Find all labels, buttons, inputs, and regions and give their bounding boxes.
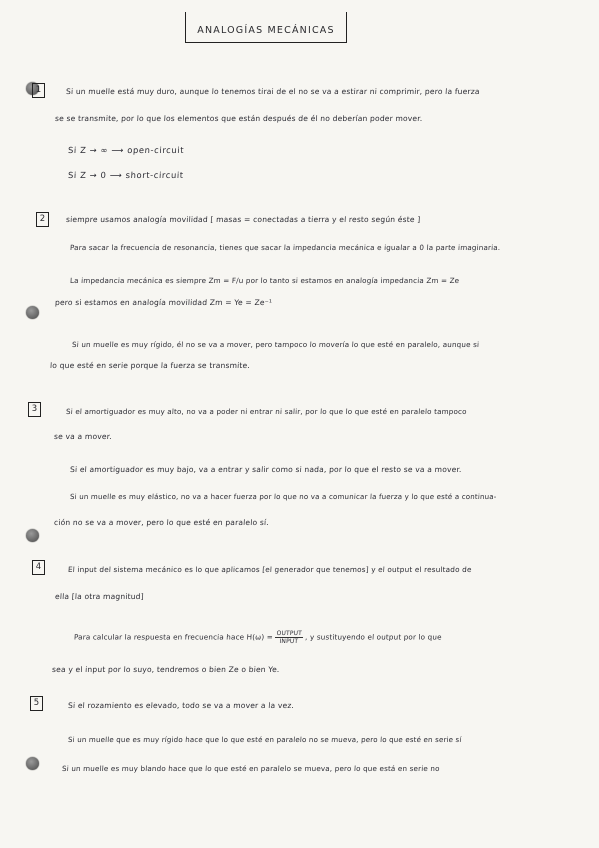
section-4-line-3 bbox=[74, 630, 442, 645]
section-2-line-1: siempre usamos analogía movilidad [ masas = conectadas a tierra y el resto según éste ] bbox=[65, 215, 421, 224]
output-input-fraction bbox=[275, 630, 303, 645]
section-3-line-2: se va a mover. bbox=[53, 432, 113, 441]
binder-hole-icon bbox=[26, 757, 39, 770]
binder-hole-icon bbox=[26, 306, 39, 319]
transfer-function-continuation: , y sustituyendo el output por lo que bbox=[304, 632, 442, 642]
section-number-5: 5 bbox=[30, 696, 43, 711]
section-1-math-1: Si Z → ∞ ⟶ open-circuit bbox=[67, 145, 185, 155]
section-3-line-4: Si un muelle es muy elástico, no va a hacer fuerza por lo que no va a comunicar la fuerza y lo que esté a continua- bbox=[69, 492, 497, 501]
section-3-line-3: Si el amortiguador es muy bajo, va a entrar y salir como si nada, por lo que el resto se va a mover. bbox=[69, 465, 462, 474]
section-number-4: 4 bbox=[32, 560, 45, 575]
binder-hole-icon bbox=[26, 529, 39, 542]
section-3-line-5: ción no se va a mover, pero lo que esté en paralelo sí. bbox=[53, 518, 270, 527]
page-title: ANALOGÍAS MECÁNICAS bbox=[185, 12, 347, 43]
section-2-line-3: La impedancia mecánica es siempre Zm = F/u por lo tanto si estamos en analogía impedancia Zm = Ze bbox=[69, 276, 460, 285]
section-4-line-1: El input del sistema mecánico es lo que aplicamos [el generador que tenemos] y el output el resultado de bbox=[67, 565, 472, 574]
section-2-line-5: Si un muelle es muy rígido, él no se va a mover, pero tampoco lo movería lo que esté en paralelo, aunque si bbox=[71, 340, 480, 349]
section-number-3: 3 bbox=[28, 402, 41, 417]
section-3-line-1: Si el amortiguador es muy alto, no va a poder ni entrar ni salir, por lo que lo que esté en paralelo tampoco bbox=[65, 407, 467, 416]
section-2-line-4: pero si estamos en analogía movilidad Zm = Ye = Ze⁻¹ bbox=[54, 298, 273, 307]
fraction-numerator: OUTPUT bbox=[276, 630, 303, 637]
section-1-math-2: Si Z → 0 ⟶ short-circuit bbox=[67, 170, 184, 180]
section-number-1: 1 bbox=[32, 83, 45, 98]
section-2-line-2: Para sacar la frecuencia de resonancia, tienes que sacar la impedancia mecánica e igualar a 0 la parte imaginaria. bbox=[69, 243, 501, 252]
section-1-line-1: Si un muelle está muy duro, aunque lo tenemos tirai de el no se va a estirar ni comprimir, pero la fuerza bbox=[65, 87, 480, 96]
section-5-line-1: Si el rozamiento es elevado, todo se va a mover a la vez. bbox=[67, 701, 295, 710]
section-number-2: 2 bbox=[36, 212, 49, 227]
section-1-line-2: se se transmite, por lo que los elementos que están después de él no deberían poder mover. bbox=[54, 114, 423, 123]
section-4-line-2: ella [la otra magnitud] bbox=[54, 592, 144, 601]
section-2-line-6: lo que esté en serie porque la fuerza se transmite. bbox=[49, 361, 251, 370]
section-5-line-2: Si un muelle que es muy rígido hace que lo que esté en paralelo no se mueva, pero lo que esté en serie sí bbox=[67, 735, 462, 744]
section-5-line-3: Si un muelle es muy blando hace que lo que esté en paralelo se mueva, pero lo que está en serie no bbox=[61, 764, 440, 773]
fraction-denominator: INPUT bbox=[279, 638, 299, 645]
section-4-line-4: sea y el input por lo suyo, tendremos o bien Ze o bien Ye. bbox=[51, 665, 280, 674]
transfer-function-text: Para calcular la respuesta en frecuencia hace H(ω) = bbox=[73, 632, 274, 642]
